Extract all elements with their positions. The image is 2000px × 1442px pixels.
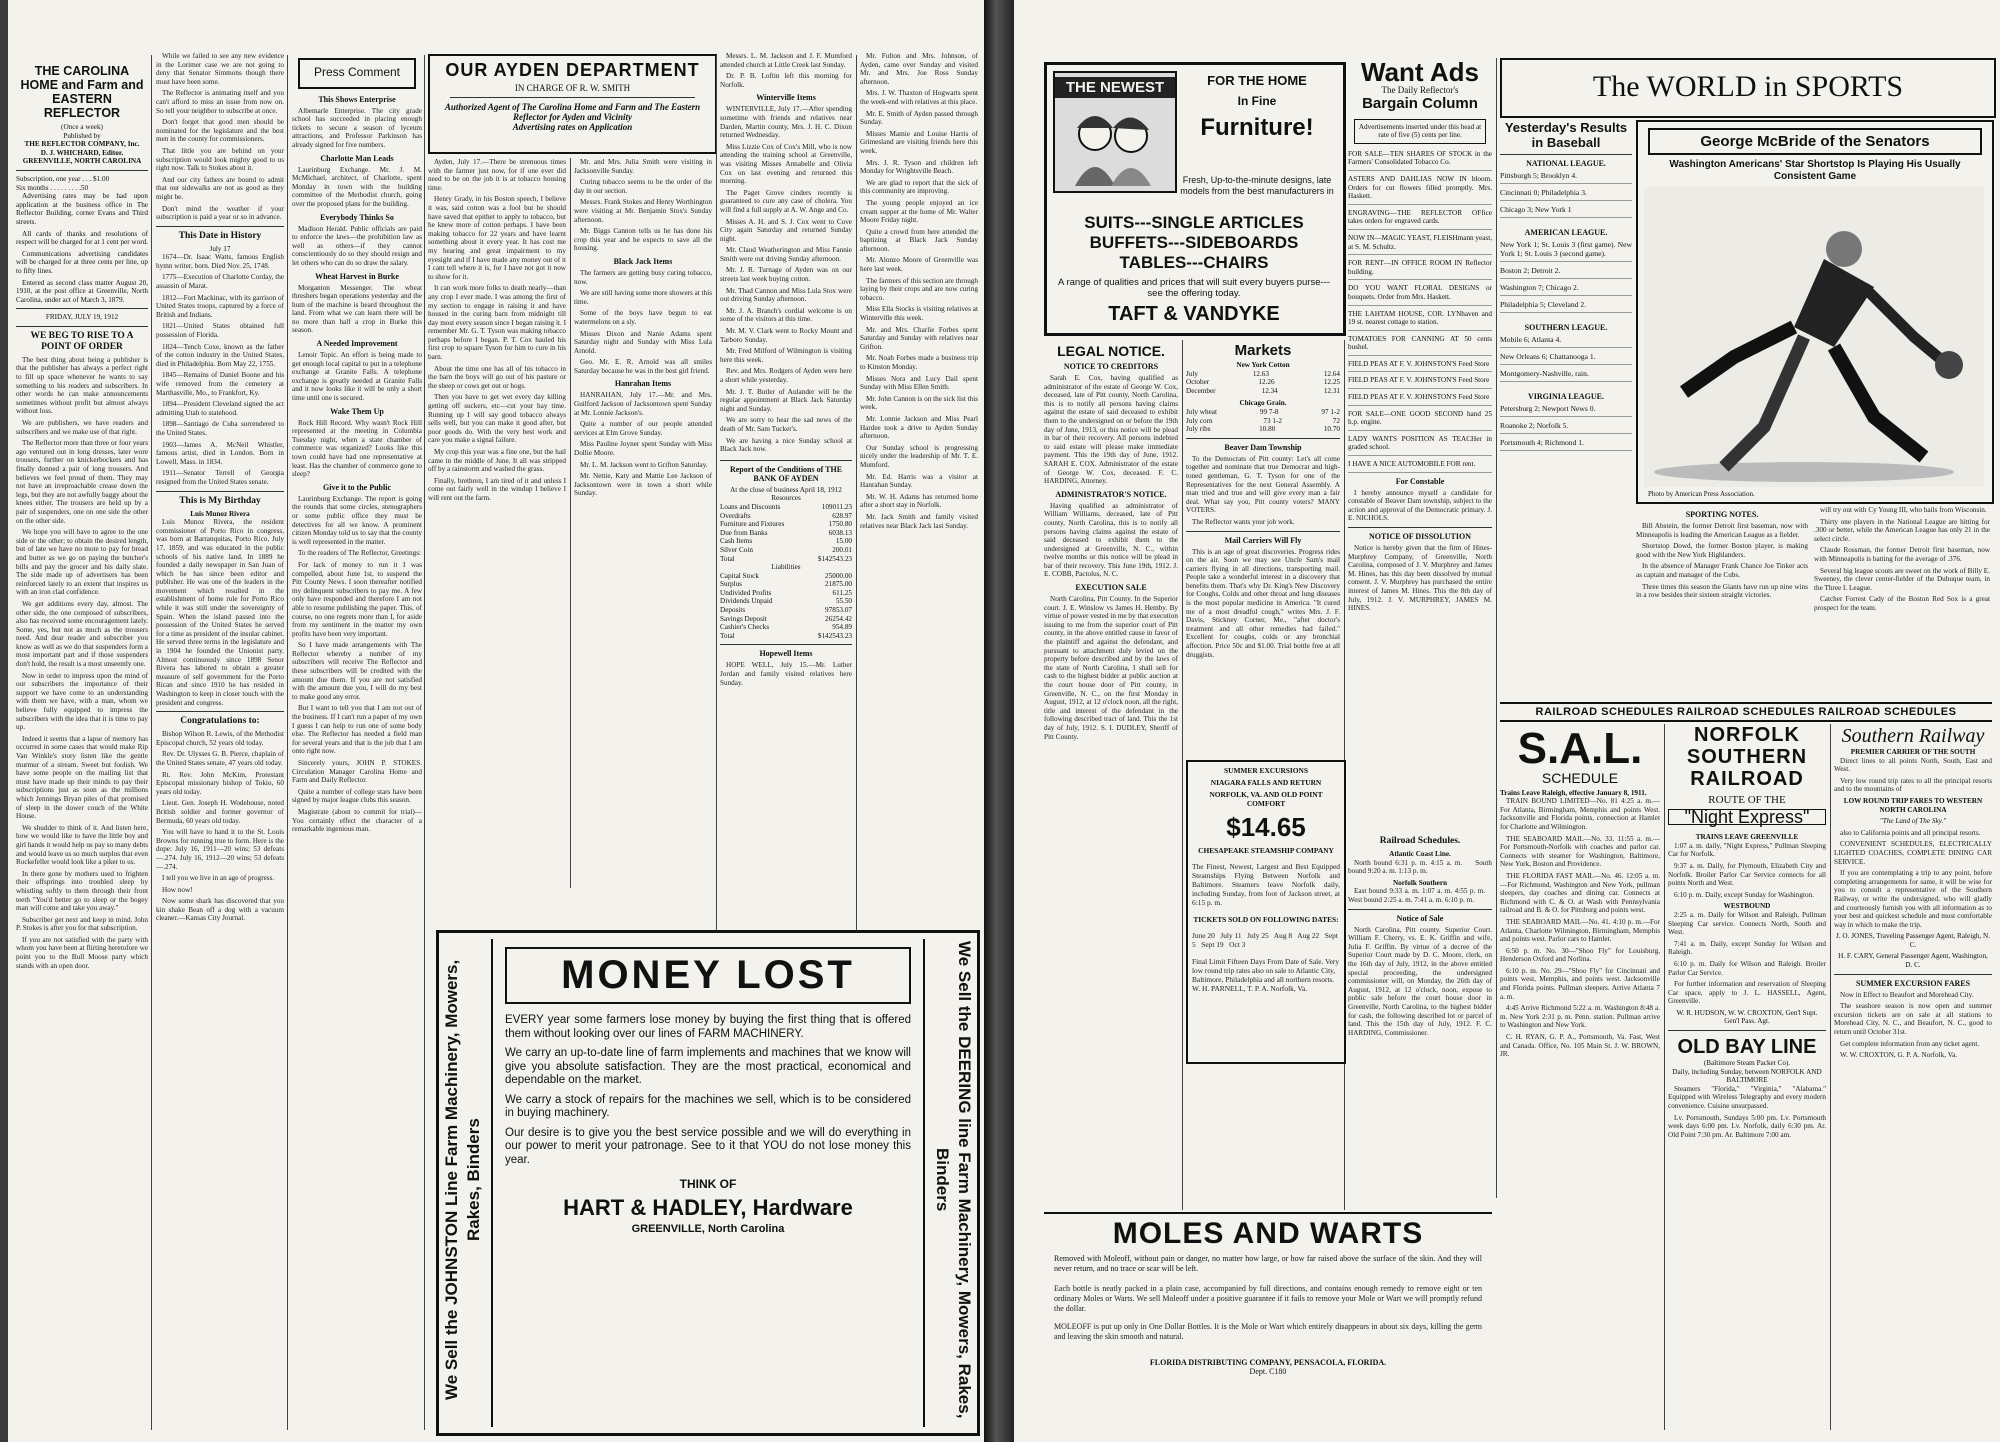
bank-liability-row-label: Total bbox=[720, 631, 735, 640]
american-result: Philadelphia 5; Cleveland 2. bbox=[1500, 300, 1632, 313]
bank-liability-row-value: 26254.42 bbox=[825, 614, 852, 623]
national-league-head: NATIONAL LEAGUE. bbox=[1526, 159, 1606, 168]
southern-result: New Orleans 6; Chattanooga 1. bbox=[1500, 352, 1632, 365]
constable-head: For Constable bbox=[1395, 476, 1445, 486]
excursion-route: NIAGARA FALLS AND RETURN bbox=[1210, 778, 1322, 787]
want-ad-item: TOMATOES FOR CANNING AT 50 cents bushel. bbox=[1348, 335, 1492, 356]
photo-credit: Photo by American Press Association. bbox=[1648, 490, 1755, 498]
national-results bbox=[1500, 171, 1632, 218]
money-lost-body-2: We carry an up-to-date line of farm implements and machines that we know will give you absolute satisfaction. They are the most practical, economical and dependable on the market. bbox=[505, 1047, 911, 1086]
press-item-3: Wheat Harvest in Burke bbox=[315, 271, 399, 281]
legal-head: LEGAL NOTICE. bbox=[1057, 343, 1165, 359]
bank-resource-row-label: Overdrafts bbox=[720, 511, 751, 520]
grain-row-b: 10.70 bbox=[1323, 425, 1340, 434]
sporting-notes-head: SPORTING NOTES. bbox=[1685, 510, 1759, 519]
money-lost-ad bbox=[436, 930, 980, 1436]
cotton-row bbox=[1186, 387, 1340, 396]
hanrahan-head: Hanrahan Items bbox=[614, 379, 672, 389]
sal-intro: Trains Leave Raleigh, effective January 8, 1911. bbox=[1500, 788, 1647, 797]
right-page bbox=[1014, 0, 2000, 1442]
bank-date: At the close of business April 18, 1912 bbox=[730, 485, 842, 494]
press-body-2: Madison Herald. Public officials are paid to enforce the laws—the prohibition law as well as others—if they cannot conscientiously do so they should resign and let others who can do so draw the salary. bbox=[292, 224, 422, 267]
money-lost-body-3: We carry a stock of repairs for the machines we sell, which is to be considered in buying machinery. bbox=[505, 1093, 911, 1119]
cotton-row bbox=[1186, 370, 1340, 379]
bank-resource-row-label: Cash Items bbox=[720, 537, 753, 546]
want-ad-item: THE LAHTAM HOUSE, COR. LYNhaven and 19 st. nearest cottage to station. bbox=[1348, 310, 1492, 331]
bank-resource-row-value: 200.01 bbox=[832, 545, 852, 554]
grain-head: Chicago Grain. bbox=[1239, 399, 1287, 408]
children-illustration-icon bbox=[1055, 98, 1171, 186]
bank-resource-row-value: $142543.23 bbox=[817, 554, 852, 563]
railroad-banner bbox=[1500, 702, 1992, 722]
markets-head: Markets bbox=[1234, 342, 1292, 359]
cotton-row-b: 12.64 bbox=[1323, 369, 1340, 378]
virginia-result: Roanoke 2; Norfolk 5. bbox=[1500, 421, 1632, 434]
bank-resource-row bbox=[720, 555, 852, 564]
masthead-six-months: Six months . . . . . . . . .50 bbox=[16, 183, 89, 192]
beaver-dam-head: Beaver Dam Township bbox=[1224, 442, 1302, 452]
bank-head: Report of the Conditions of THE BANK OF AYDEN bbox=[729, 464, 843, 483]
birthday-name: Luis Munoz Rivera bbox=[190, 509, 250, 518]
cotton-row-a: 12.26 bbox=[1258, 378, 1275, 387]
sports-notes-column: SPORTING NOTES. Bill Abstein, the former Detroit first baseman, now with Minneapolis is leading the American League as a fielder. Shortstop Dowd, the former Boston player, is making good with the New York Highlanders. In the absence of Manager Frank Chance Joe Tinker acts as captain and manager of the Cubs. Three times this season the Giants have run up nine wins in a row besides their sixteen straight victories. bbox=[1636, 510, 1808, 600]
press-item-4: A Needed Improvement bbox=[316, 339, 398, 349]
bank-liability-row-value: $142543.23 bbox=[817, 631, 852, 640]
railroad-schedules-column: Railroad Schedules. Atlantic Coast Line. North bound 6:31 p. m. 4:15 a. m. South bound 9:20 a. m. 1:13 p. m. Norfolk Southern East bound 9:33 a. m. 1:07 a. m. 4:55 p. m. West bound 2:25 a. m. 7:41 a. m. 6:10 p. m. Notice of Sale North Carolina, Pitt county. Superior Court. William F. Cherry, vs. E. K. Griffin and wife, Julia F. Griffin. By virtue of a decree of the Superior Court made by D. C. Moore, clerk, on the 16th day of July, 1912, in the above entitled special proceeding, the undersigned commissioner will, on Monday, the 26th day of August, 1912, at 12 o'clock, noon, expose to public sale before the court house door in Greenville, North Carolina, to the highest bidder for cash, the following described lot or parcel of land. This the 15th day of July, 1912. F. C. HARDING, Commissioner. bbox=[1348, 836, 1492, 1037]
birthday-body: Luis Munoz Rivera, the resident commissioner of Porto Rico in congress, was born at Barranquitas, Porto Rico, July 17, 1859, and was educated in the public schools of his native land. In 1889 he founded a daily newspaper in San Juan of which he has since been editor and publisher. He was one of the leaders in the movement which resulted in the establishment of home rule for Porto Rico while it was still under the sovereignty of Spain. When the island passed into the possession of the United States he served for a time as president of the insular cabinet. He served three terms in the legislature and in 1904 he founded the Unionist party. Almost continuously since 1898 Senor Rivera has labored to obtain a greater measure of self government for the Porto Rican and since 1910 he has resided in Washington to keep in closer touch with the president and congress. bbox=[156, 518, 284, 707]
press-body-5: Rock Hill Record. Why wasn't Rock Hill represented at the meeting in Columbia Tuesday night, when a state chamber of commerce was organized? Looks like this town could have had one representative at least. Has the chamber of commerce gone to sleep? bbox=[292, 418, 422, 479]
bank-liability-row-value: 55.50 bbox=[835, 597, 852, 606]
grain-row-a: 73 1-2 bbox=[1263, 416, 1282, 425]
bank-liability-row bbox=[720, 623, 852, 632]
bank-liability-row-value: 97853.07 bbox=[825, 606, 852, 615]
bank-resource-row bbox=[720, 537, 852, 546]
winterville-head: Winterville Items bbox=[756, 93, 816, 103]
norfolk-express: "Night Express" bbox=[1668, 809, 1826, 826]
cotton-row-label: July bbox=[1186, 369, 1198, 378]
markets-column: Markets New York Cotton July 12.63 12.64 October 12.26 12.25 December 12.34 12.31 Chicago Grain. July wheat 99 7-8 97 1-2 July corn 73 1-2 72 July ribs 10.80 10.70 Beaver Dam Township To the Democrats of Pitt county: Let's all come together and nominate that true Democrat and high-toned gentleman, G. T. Tyson for one of the Representatives for the next General Assembly. A man tried and true and will give every man a fair deal. What say you, Pitt county voters? MANY VOTERS. The Reflector wants your job work. Mail Carriers Will Fly This is an age of great discoveries. Progress rides on the air. Soon we may see Uncle Sam's mail carriers flying in all directions, transporting mail. People take a wonderful interest in a discovery that benefits them. That's why Dr. King's New Discovery for Coughs, Colds and other throat and lung diseases is the most popular medicine in America. "It cured me of a most dreadful cough," writes Mrs. J. F. Davis, Stickney Corner, Me., "after doctor's treatment and all other remedies had failed." Excellent for coughs, colds or any bronchial affection. Price 50c and $1.00. Trial bottle free at all druggists. bbox=[1186, 342, 1340, 659]
bank-liability-row-label: Savings Deposit bbox=[720, 614, 767, 623]
cotton-row bbox=[1186, 378, 1340, 387]
southern-land: "The Land of The Sky." bbox=[1879, 817, 1947, 826]
norfolk-leave: TRAINS LEAVE GREENVILLE bbox=[1695, 833, 1799, 842]
bank-resource-row-value: 6038.13 bbox=[828, 528, 852, 537]
sports-results-column bbox=[1500, 120, 1632, 680]
american-result: Washington 7; Chicago 2. bbox=[1500, 283, 1632, 296]
southern-result: Mobile 6; Atlanta 4. bbox=[1500, 335, 1632, 348]
masthead-communications: Communications advertising candidates will be charged for at three cents per line, up to fifty lines. bbox=[16, 249, 148, 275]
want-ads-head: Want Ads bbox=[1361, 58, 1479, 87]
want-ad-item: FIELD PEAS AT F. V. JOHNSTON'S Feed Store bbox=[1348, 376, 1492, 389]
bank-liability-row bbox=[720, 615, 852, 624]
grain-row-a: 10.80 bbox=[1259, 425, 1276, 434]
column-7: Mr. Fulton and Mrs. Johnson, of Ayden, came over Sunday and visited Mr. and Mrs. Joe Ross Sunday afternoon. Mrs. J. W. Thaxton of Hogwarts spent the week-end with relatives at this place. Mr. E. Smith of Ayden passed through Sunday. Misses Mamie and Louise Harris of Grimesland are visiting friends here this week. Mrs. J. R. Tyson and children left Monday for Wrightsville Beach. We are glad to report that the sick of this community are improving. The young people enjoyed an ice cream supper at the home of Mr. Walter Moore Friday night. Quite a crowd from here attended the baptizing at Black Jack Sunday afternoon. Mr. Alonzo Moore of Greenville was here last week. The farmers of this section are through laying by their crops and are now curing tobacco. Miss Ella Stocks is visiting relatives at Winterville this week. Mr. and Mrs. Charlie Forbes spent Saturday and Sunday with relatives near Grifton. Mr. Noah Forbes made a business trip to Kinston Monday. Misses Nora and Lucy Dail spent Sunday with Miss Ellen Smith. Mr. John Cannon is on the sick list this week. Mr. Lonnie Jackson and Miss Pearl Hardee took a drive to Ayden Sunday afternoon. Our Sunday school is progressing nicely under the leadership of Mr. T. E. Mumford. Mr. Ed. Harris was a visitor at Hanrahan Sunday. Mr. W. H. Adams has returned home after a short stay in Norfolk. Mr. Jack Smith and family visited relatives near Black Jack last Sunday. bbox=[860, 52, 978, 530]
press-comment-column bbox=[292, 52, 422, 1432]
money-lost-head: MONEY LOST bbox=[505, 947, 911, 1004]
bank-resources-table bbox=[720, 503, 852, 563]
page-gutter bbox=[984, 0, 1014, 1442]
grain-row-b: 97 1-2 bbox=[1321, 407, 1340, 416]
bank-resource-row-label: Furniture and Fixtures bbox=[720, 520, 785, 529]
bank-resource-row-label: Due from Banks bbox=[720, 528, 768, 537]
money-lost-think: THINK OF bbox=[679, 1177, 737, 1191]
money-lost-side-right: We Sell the DEERING line Farm Machinery, Mowers, Rakes, Binders bbox=[933, 941, 974, 1419]
excursion-ad: SUMMER EXCURSIONS NIAGARA FALLS AND RETURN NORFOLK, VA. AND OLD POINT COMFORT $14.65 CHESAPEAKE STEAMSHIP COMPANY The Finest, Newest, Largest and Best Equipped Steamships Flying Between Norfolk and Baltimore. Steamers leave Norfolk daily, including Sunday, from foot of Jackson street, at 6:15 p. m. TICKETS SOLD ON FOLLOWING DATES: June 20 July 11 July 25 Aug 8 Aug 22 Sept 5 Sept 19 Oct 3 Final Limit Fifteen Days From Date of Sale. Very low round trip rates also on sale to Atlantic City, Baltimore, Philadelphia and all northern resorts. W. H. PARNELL, T. P. A. Norfolk, Va. bbox=[1186, 760, 1346, 1064]
cotton-row-label: December bbox=[1186, 386, 1216, 395]
money-lost-body-1: EVERY year some farmers lose money by buying the first thing that is offered them without looking over our lines of FARM MACHINERY. bbox=[505, 1014, 911, 1040]
southern-league-head: SOUTHERN LEAGUE. bbox=[1524, 323, 1608, 332]
furniture-illustration bbox=[1053, 71, 1177, 193]
want-ad-item: FOR SALE—ONE GOOD SECOND hand 25 h.p. engine. bbox=[1348, 410, 1492, 431]
mail-carriers-head: Mail Carriers Will Fly bbox=[1224, 535, 1302, 545]
bank-liability-row bbox=[720, 632, 852, 641]
cotton-head: New York Cotton bbox=[1236, 361, 1290, 369]
bank-resource-row-label: Silver Coin bbox=[720, 545, 753, 554]
press-comment-head: Press Comment bbox=[313, 65, 401, 79]
bank-resource-row bbox=[720, 520, 852, 529]
american-league-head: AMERICAN LEAGUE. bbox=[1524, 228, 1608, 237]
legal-item-2: EXECUTION SALE bbox=[1075, 583, 1147, 593]
american-results bbox=[1500, 240, 1632, 313]
furniture-tables: TABLES---CHAIRS bbox=[1119, 253, 1269, 272]
old-bay-body: Daily, including Sunday, between NORFOLK AND BALTIMORE bbox=[1672, 1067, 1822, 1085]
mcbride-feature bbox=[1636, 120, 1994, 504]
masthead-location: GREENVILLE, NORTH CAROLINA bbox=[22, 157, 142, 166]
want-ad-item: ASTERS AND DAHLIAS NOW IN bloom. Orders for cut flowers filled promptly. Mrs. Haskett. bbox=[1348, 175, 1492, 205]
masthead-publisher: THE REFLECTOR COMPANY, Inc. bbox=[24, 140, 140, 149]
press-body-0: Albemarle Enterprise. The city grade school has succeeded in placing enough tickets to secure a season of lyceum attractions, and Professor Parkinson has already signed for five numbers. bbox=[292, 106, 422, 149]
congratulations-body: Bishop Wilson R. Lewis, of the Methodist Episcopal church, 52 years old today. Rev. Dr. Ulysses G. B. Pierce, chaplain of the United States senate, 47 years old today. Rt. Rev. John McKim, Protestant Episcopal missionary bishop of Tokio, 60 years old today. Lieut. Gen. Joseph H. Wodehouse, noted British soldier and former governor of Bermuda, 60 years old today. You will have to hand it to the St. Louis Browns for running true to form. Here is the dope: July 16, 1911—20 wins; 53 defeats—.274. July 16, 1912—20 wins; 53 defeats—.274. I tell you we live in an age of progress. How now! Now some shark has discovered that you kin shake Bean off a dog with a vacuum cleaner.—Kansas City Journal. bbox=[156, 730, 284, 923]
bank-liability-row-value: 954.89 bbox=[832, 623, 852, 632]
want-ad-item: NOW IN—MAGIC YEAST, FLEISHmann yeast, at S. M. Schultz. bbox=[1348, 234, 1492, 255]
notice-of-sale-head: Notice of Sale bbox=[1396, 913, 1444, 923]
furniture-suits: SUITS---SINGLE ARTICLES bbox=[1084, 213, 1304, 232]
grain-row bbox=[1186, 408, 1340, 417]
norfolk-westbound: WESTBOUND bbox=[1723, 902, 1771, 911]
masthead-column bbox=[16, 60, 148, 1430]
press-item-2: Everybody Thinks So bbox=[320, 212, 394, 222]
bank-liability-row-label: Dividends Unpaid bbox=[720, 597, 773, 606]
bank-resources-label: Resources bbox=[771, 494, 801, 503]
black-jack-head: Black Jack Items bbox=[613, 256, 673, 266]
want-ads-column: Want Ads The Daily Reflector's Bargain Column Advertisements inserted under this head at rate of five (5) cents per line. FOR SALE—TEN SHARES OF STOCK in the Farmers' Consolidated Tobacco Co. ASTERS AND DAHLIAS NOW IN bloom. Orders for cut flowers filled promptly. Mrs. Haskett. ENGRAVING—THE REFLECTOR OFfice takes orders for engraved cards. NOW IN—MAGIC YEAST, FLEISHmann yeast, at S. M. Schultz. FOR RENT—IN OFFICE ROOM IN Reflector building. DO YOU WANT FLORAL DESIGNS or bouquets. Order from Mrs. Haskett. THE LAHTAM HOUSE, COR. LYNhaven and 19 st. nearest cottage to station. TOMATOES FOR CANNING AT 50 cents bushel. FIELD PEAS AT F. V. JOHNSTON'S Feed Store FIELD PEAS AT F. V. JOHNSTON'S Feed Store FIELD PEAS AT F. V. JOHNSTON'S Feed Store FOR SALE—ONE GOOD SECOND hand 25 h.p. engine. LADY WANTS POSITION AS TEACHer in graded school. I HAVE A NICE AUTOMOBILE FOR rent. For Constable I hereby announce myself a candidate for constable of Beaver Dam township, subject to the action and approval of the Democratic primary. J. E. NICHOLS. NOTICE OF DISSOLUTION Notice is hereby given that the firm of Hines-Murphrey Company, of Greenville, North Carolina, composed of J. V. Murphrey and James M. Hines, has this day been dissolved by mutual consent. J. V. Murphrey has purchased the entire interest of James M. Hines. This the 8th day of July, 1912. J. V. MURPHREY, JAMES M. HINES. bbox=[1348, 58, 1492, 613]
masthead-subscription: Subscription, one year . . . $1.00 bbox=[16, 174, 110, 183]
southern-railway-head: Southern Railway bbox=[1841, 725, 1985, 747]
bank-resource-row bbox=[720, 546, 852, 555]
grain-row-a: 99 7-8 bbox=[1259, 407, 1279, 416]
press-body-3: Morganton Messenger. The wheat threshers began operations yesterday and the hum of the machine is heard throughout the land. From what we can learn there will be no more than half a crop in Burke this season. bbox=[292, 283, 422, 335]
want-ad-item: FIELD PEAS AT F. V. JOHNSTON'S Feed Store bbox=[1348, 393, 1492, 406]
want-ad-item: ENGRAVING—THE REFLECTOR OFfice takes orders for engraved cards. bbox=[1348, 209, 1492, 230]
baseball-player-photo bbox=[1644, 187, 1984, 487]
sal-column: S.A.L. SCHEDULE Trains Leave Raleigh, effective January 8, 1911. TRAIN BOUND LIMITED—No. 81 4:25 a. m.—For Atlanta, Birmingham, Memphis and points West. Jacksonville and Florida points, connection at Hamlet for Charlotte and Wilmington. THE SEABOARD MAIL—No. 33. 11:55 a. m.—For Portsmouth-Norfolk with coaches and parlor car. Connects with steamer for Washington, Baltimore, New York, Boston and Providence. THE FLORIDA FAST MAIL—No. 46. 12:05 a. m.—For Richmond, Washington and New York, pullman sleepers, day coaches and dining car. Connects at Richmond with C. & O. at Wash with Pennsylvania railroad and B. & O. for Pittsburg and points west. THE SEABOARD MAIL—No. 41. 4:10 p. m.—For Atlanta, Charlotte Wilmington, Birmingham, Memphis and points west. Parlor cars to Hamlet. 6:50 p. m. No. 30—"Shoo Fly" for Louisburg, Henderson Oxford and Norlina. 6:10 p. m. No. 29—"Shoo Fly" for Cincinnati and points west, Memphis, and points west. Jacksonville and Florida points. Pullman sleepers. Arrive Atlanta 7 a. m. 4:45 Arrive Richmond 5:22 a. m. Washington 8:48 a. m. New York 2:31 p. m. Penn. station. Pullman arrive to Washington and New York. C. H. RYAN, G. P. A., Portsmouth, Va. Fast, West and Canada. Office, No. 105 Main St. J. W. BROWN, JR. bbox=[1500, 724, 1660, 1059]
bank-liability-row bbox=[720, 580, 852, 589]
press-item-1: Charlotte Man Leads bbox=[320, 153, 394, 163]
want-ad-item: FIELD PEAS AT F. V. JOHNSTON'S Feed Store bbox=[1348, 360, 1492, 373]
bank-liability-row-value: 25000.00 bbox=[825, 571, 852, 580]
american-result: New York 1; St. Louis 3 (first game). New York 1; St. Louis 3 (second game). bbox=[1500, 240, 1632, 262]
this-date-body: 1674—Dr. Isaac Watts, famous English hymn writer, born. Died Nov. 25, 1748. 1775—Execution of Charlotte Corday, the assassin of Marat. 1812—Fort Mackinac, with its garrison of United States troops, captured by a force of British and Indians. 1821—United States obtained full possession of Florida. 1824—Tench Coxe, known as the father of the cotton industry in the United States, died in Philadelphia. Born May 22, 1755. 1845—Remains of Daniel Boone and his wife removed from the cemetery at Marthasville, Mo., to Frankfort, Ky. 1894—President Cleveland signed the act admitting Utah to statehood. 1898—Santiago de Cuba surrendered to the United States. 1903—James A. McNeil Whistler, famous artist, died in London. Born in Lowell, Mass. in 1834. 1911—Senator Terrell of Georgia resigned from the United States senate. bbox=[156, 253, 284, 486]
this-date-head: This Date in History bbox=[178, 230, 262, 241]
press-item-6: Give it to the Public bbox=[323, 482, 391, 492]
furniture-for-home: FOR THE HOME bbox=[1207, 73, 1307, 88]
furniture-in-fine: In Fine bbox=[1237, 94, 1277, 108]
want-ad-list bbox=[1348, 150, 1492, 473]
bank-resource-row-value: 1750.80 bbox=[828, 520, 852, 529]
furniture-fresh: Fresh, Up-to-the-minute designs, late models from the best manufacturers in bbox=[1180, 175, 1334, 196]
want-ad-item: DO YOU WANT FLORAL DESIGNS or bouquets. Order from Mrs. Haskett. bbox=[1348, 284, 1492, 305]
press-item-5: Wake Them Up bbox=[330, 406, 384, 416]
press-body-1: Laurinburg Exchange. Mr. J. M. McMichael, architect, of Charlotte, spent Monday in town with the building committee of the Methodist church, going over the proposed plans for the building. bbox=[292, 165, 422, 208]
furniture-firm: TAFT & VANDYKE bbox=[1108, 303, 1280, 325]
left-page bbox=[8, 0, 984, 1442]
ayden-column-1: Ayden, July 17.—There be strenuous times with the farmer just now, for if one ever did need to be on the job it is at tobacco housing time. Henry Grady, in his Boston speech, I believe it was, said cotton was a fool but he should have saved that epithet to apply to tobacco, but he knew more of cotton perhaps. I have been making tobacco for 22 years and have learnt something about it every year. It has cost me my hearing and great impairment to my eyesight and if I have made any money out of it I cant tell where it is, for I have not got it now to show for it. It can work more folks to death nearly—than any crop I ever made. I was among the first of my section to engage in raising it and have housed in the curing barn from midnight till day most every season since I began raising it. I remember Mr. G. T. Tyson was making tobacco perhaps before I began. P. T. Cox hauled his first crop to square Tyson for him to cure in his barn. About the time one has all of his tobacco in the barn the boys will go out of his pasture or the sheep or cows get out or hogs. Then you have to get wet every day killing getting off suckers, etc—cut your hay time. Running up I will say good tobacco always sells well, but you can make it good after, but poor goods do. With the very best work and care you make a signal failure. My crop this year was a fine one, but the hail came in the middle of June. It all was stripped off by a rainstorm and washed the grass. Finally, brethren, I am tired of it and unless I come out fairly well in the windup I believe I will rent out the farm. bbox=[428, 158, 566, 502]
feature-head: George McBride of the Senators bbox=[1648, 128, 1982, 155]
railroad-schedules-head: Railroad Schedules. bbox=[1379, 836, 1461, 846]
ayden-sub: IN CHARGE OF R. W. SMITH bbox=[514, 83, 631, 93]
railroad-banner-text: RAILROAD SCHEDULES RAILROAD SCHEDULES RAILROAD SCHEDULES bbox=[1535, 706, 1957, 718]
bank-liability-row-label: Surplus bbox=[720, 580, 742, 589]
excursion-price: $14.65 bbox=[1226, 812, 1306, 842]
sports-head: The WORLD in SPORTS bbox=[1592, 70, 1904, 103]
bank-resource-row-value: 15.00 bbox=[835, 537, 852, 546]
cotton-row-a: 12.63 bbox=[1252, 369, 1269, 378]
bank-liability-row bbox=[720, 589, 852, 598]
southern-results bbox=[1500, 335, 1632, 382]
dissolution-head: NOTICE OF DISSOLUTION bbox=[1369, 532, 1471, 541]
southern-agent-1: J. O. JONES, Traveling Passenger Agent, Raleigh, N. C. bbox=[1836, 932, 1990, 949]
furniture-newest: THE NEWEST bbox=[1055, 77, 1175, 98]
masthead-frequency: (Once a week) bbox=[61, 123, 103, 131]
virginia-league-head: VIRGINIA LEAGUE. bbox=[1527, 392, 1604, 401]
masthead-title: THE CAROLINA HOME and Farm and EASTERN REFLECTOR bbox=[20, 64, 144, 120]
bank-resource-row bbox=[720, 503, 852, 512]
cotton-row-b: 12.31 bbox=[1323, 386, 1340, 395]
masthead-advertising: Advertising rates may be had upon application at the business office in The Reflector Building, corner Evans and Third streets. bbox=[16, 192, 148, 226]
excursion-fares-head: SUMMER EXCURSION FARES bbox=[1855, 978, 1971, 988]
press-body-4: Lenoir Topic. An effort is being made to get enough local capital to put in a telephone exchange at Granite Falls. A telephone exchange is greatly needed at Granite Falls and it now looks like it will be only a short time until one is secured. bbox=[292, 351, 422, 403]
want-ads-sub2: Bargain Column bbox=[1362, 94, 1478, 112]
norfolk-agents: W. R. HUDSON, W. W. CROXTON, Gen'l Supt. Gen'l Pass. Agt. bbox=[1676, 1008, 1818, 1026]
moles-body: Removed with Moleoff, without pain or danger, no matter how large, or how far raised above the surface of the skin. And they will never return, and no trace or scar will be left. bbox=[1054, 1254, 1482, 1273]
hopewell-head: Hopewell Items bbox=[759, 649, 813, 659]
bank-liability-row-label: Capital Stock bbox=[720, 571, 759, 580]
cotton-row-a: 12.34 bbox=[1261, 386, 1278, 395]
ayden-rates: Advertising rates on Application bbox=[512, 122, 633, 132]
norfolk-southern-head: NORFOLK SOUTHERN RAILROAD bbox=[1686, 724, 1808, 790]
cotton-table bbox=[1186, 370, 1340, 396]
money-lost-firm: HART & HADLEY, Hardware bbox=[563, 1195, 853, 1220]
grain-row-label: July ribs bbox=[1186, 425, 1211, 434]
grain-row-label: July corn bbox=[1186, 416, 1213, 425]
bank-resource-row bbox=[720, 512, 852, 521]
money-lost-town: GREENVILLE, North Carolina bbox=[631, 1223, 785, 1235]
sal-head: S.A.L. bbox=[1517, 724, 1643, 773]
sports-notes-column-2: will try out with Cy Young III, who hails from Wisconsin. Thirty one players in the National League are hitting for .300 or better, while the American League has only 21 in the select circle. Claude Rossman, the former Detroit first baseman, now with Minneapolis is batting for the average of .376. Several big league scouts are sweet on the work of Billy E. Sweeney, the clever center-fielder of the Dubuque team, in the Three I. League. Catcher Forrest Cady of the Boston Red Sox is a great prospect for the team. bbox=[1814, 506, 1990, 612]
railroad-line-2: Norfolk Southern bbox=[1392, 878, 1448, 887]
this-date-date: July 17 bbox=[209, 244, 231, 253]
legal-column: LEGAL NOTICE. NOTICE TO CREDITORS Sarah E. Cox, having qualified as administrator of the estate of George W. Cox, deceased, late of Pitt county, North Carolina, this is to notify all persons having claims against the estate of said deceased to exhibit them to the undersigned on or before the 19th day of June, 1913, or this notice will be plead in bar of their recovery. All persons indebted to said estate will please make immediate payment. This the 19th day of June, 1912. SARAH E. COX. Administrator of the estate of George W. Cox, deceased. F. C. HARDING, Attorney. ADMINISTRATOR'S NOTICE. Having qualified as administrator of William Williams, deceased, late of Pitt county, North Carolina, this is to notify all persons having claims against the estate of said deceased to exhibit them to the undersigned at Greenville, N. C., within twelve months or this notice will be plead in bar of their recovery. This June 19th, 1912. J. E. COBB, Pactolus, N. C. EXECUTION SALE North Carolina, Pitt County. In the Superior court. J. E. Winslow vs James H. Hemby. By virtue of power vested in me by that execution issuing to me from the superior court of Pitt county, in the above entitled cause in favor of the plaintiff and against the defendant, and pursuant to attachment duly levied on the property before described and by the laws of the state of North Carolina, I shall sell for cash to the highest bidder at public auction at the court house door of Pitt county, in Greenville, N. C., on the first Monday in August, 1912, at 12 o'clock noon, all the right, title and interest of the defendant in the following described tract of land. This the 1st day of July, 1912. S. I. DUDLEY, Sheriff of Pitt County. bbox=[1044, 343, 1178, 741]
furniture-range: A range of qualities and prices that will suit every buyers purse---see the offering today. bbox=[1058, 277, 1330, 299]
want-ads-rates: Advertisements inserted under this head at rate of five (5) cents per line. bbox=[1354, 119, 1486, 144]
american-result: Boston 2; Detroit 2. bbox=[1500, 266, 1632, 279]
bank-liability-row-label: Undivided Profits bbox=[720, 588, 772, 597]
bank-resource-row-value: 109011.23 bbox=[821, 502, 852, 511]
southern-agent-2: H. F. CARY, General Passenger Agent, Washington, D. C. bbox=[1838, 952, 1988, 970]
virginia-result: Petersburg 2; Newport News 0. bbox=[1500, 404, 1632, 417]
bank-liabilities-table bbox=[720, 572, 852, 641]
ayden-head: OUR AYDEN DEPARTMENT bbox=[445, 60, 700, 80]
column-2 bbox=[156, 52, 284, 1432]
column-2-top: While we failed to see any new evidence in the Lorimer case we are not going to deny that Senator Simmons though there must have been some. The Reflector is animating itself and you can't afford to miss an issue from now on. So tell your neighbor to subscribe at once. Don't forget that good men should be nominated for the legislature and the best men in the county for commissioners. That little you are behind on your subscription would look mighty good to us right now. Talk to Stokes about it. And our city fathers are bound to admit that our sidewalks are not as good as they might be. Don't mind the weather if your subscription is paid a year or so in advance. bbox=[156, 52, 284, 222]
want-ad-item: FOR RENT—IN OFFICE ROOM IN Reflector building. bbox=[1348, 259, 1492, 280]
railroad-line-1: Atlantic Coast Line. bbox=[1389, 850, 1451, 858]
grain-row bbox=[1186, 425, 1340, 434]
moles-firm: FLORIDA DISTRIBUTING COMPANY, PENSACOLA, FLORIDA. bbox=[1149, 1358, 1387, 1367]
southern-railway-column: Southern Railway PREMIER CARRIER OF THE SOUTH Direct lines to all points North, South, East and West. Very low round trip rates to all the principal resorts and to the mountains of LOW ROUND TRIP FARES TO WESTERN NORTH CAROLINA "The Land of The Sky." also to California points and all principal resorts. CONVENIENT SCHEDULES, ELECTRICALLY LIGHTED COACHES, COMPLETE DINING CAR SERVICE. If you are contemplating a trip to any point, before completing arrangements for same, it will be wise for you to consult a representative of the Southern Railway, or write the undersigned, who will gladly and courteously furnish you with all information as to your best and quickest schedule and most comfortable way in which to make the trip. J. O. JONES, Traveling Passenger Agent, Raleigh, N. C. H. F. CARY, General Passenger Agent, Washington, D. C. SUMMER EXCURSION FARES Now in Effect to Beaufort and Morehead City. The seashore season is now open and summer excursion tickets are on sale at all stations to Morehead City, N. C., and Beaufort, N. C., good to return until October 31st. Get complete information from any ticket agent. W. W. CROXTON, G. P. A. Norfolk, Va. bbox=[1834, 725, 1992, 1060]
southern-result: Montgomery-Nashville, rain. bbox=[1500, 369, 1632, 382]
sports-header bbox=[1500, 58, 1996, 118]
congratulations-head: Congratulations to: bbox=[180, 716, 260, 727]
grain-table bbox=[1186, 408, 1340, 434]
bank-resource-row-label: Total bbox=[720, 554, 735, 563]
bank-resource-row-value: 628.97 bbox=[832, 511, 852, 520]
cotton-row-label: October bbox=[1186, 378, 1210, 387]
legal-item-0: NOTICE TO CREDITORS bbox=[1063, 362, 1159, 371]
want-ad-item: I HAVE A NICE AUTOMOBILE FOR rent. bbox=[1348, 460, 1492, 473]
excursion-company: CHESAPEAKE STEAMSHIP COMPANY bbox=[1198, 846, 1334, 855]
money-lost-body-4: Our desire is to give you the best service possible and we will do everything in our power to merit your patronage. See to it that YOU do not lose money this year. bbox=[505, 1126, 911, 1166]
furniture-buffets: BUFFETS---SIDEBOARDS bbox=[1089, 233, 1299, 252]
masthead-editor: D. J. WHICHARD, Editor. bbox=[40, 148, 124, 157]
masthead-cards: All cards of thanks and resolutions of respect will be charged for at 1 cent per word. bbox=[16, 229, 148, 247]
sal-sub: SCHEDULE bbox=[1541, 770, 1619, 786]
ayden-header bbox=[428, 54, 717, 154]
virginia-result: Portsmouth 4; Richmond 1. bbox=[1500, 438, 1632, 451]
masthead-entered: Entered as second class matter August 20, 1910, at the post office at Greenville, North Carolina, under act of March 3, 1879. bbox=[16, 278, 148, 304]
bank-liability-row bbox=[720, 597, 852, 606]
national-result: Chicago 3; New York 1 bbox=[1500, 205, 1632, 218]
legal-item-1: ADMINISTRATOR'S NOTICE. bbox=[1055, 489, 1167, 499]
money-lost-side-left: We Sell the JOHNSTON Line Farm Machinery, Mowers, Rakes, Binders bbox=[442, 959, 483, 1401]
national-result: Cincinnati 0; Philadelphia 3. bbox=[1500, 188, 1632, 201]
sports-yesterday: Yesterday's Results in Baseball bbox=[1504, 120, 1628, 150]
ayden-agent: Authorized Agent of The Carolina Home and Farm and The Eastern Reflector for Ayden and Vicinity bbox=[444, 102, 701, 122]
bank-liability-row-label: Cashier's Checks bbox=[720, 623, 770, 632]
cotton-row-b: 12.25 bbox=[1323, 378, 1340, 387]
grain-row-b: 72 bbox=[1332, 416, 1340, 425]
norfolk-route: ROUTE OF THE bbox=[1708, 794, 1786, 806]
bank-liability-row-value: 611.25 bbox=[832, 588, 852, 597]
moles-dept: Dept. C180 bbox=[1249, 1367, 1287, 1376]
bank-resource-row bbox=[720, 529, 852, 538]
bank-liability-row-label: Deposits bbox=[720, 606, 746, 615]
birthday-head: This is My Birthday bbox=[179, 495, 261, 506]
press-body-6: Laurinburg Exchange. The report is going the rounds that some circles, stenographers or some public office they must be detectives for all we know. A prominent citizen Monday told us to say that the county is well represented in the matter. To the readers of The Reflector, Greetings: For lack of money to run it I was compelled, about June 1st, to suspend the Pitt County News. I soon thereafter notified my delinquent subscribers to pay me. A few only have responded and therefore I am not able to resume publishing the paper. This, of course, no one regrets more than I, for aside from my sentiment in the matter my own profits have been very important. So I have made arrangements with The Reflector whereby a number of my subscribers will receive The Reflector and these subscribers will be credited with the amount due them. If you are not satisfied with the amount due you, I will do my best to make good any error. But I want to tell you that I am not out of the business. If I can't run a paper of my own I guess I can help to run one of some body else. The Reflector has needed a field man for several years and that is the job that I am onto right now. Sincerely yours, JOHN P. STOKES. Circulation Manager Carolina Home and Farm and Daily Reflector. Quite a number of college stars have been signed by major league clubs this season. Magistrate (about to commit for trial)—You certainly effect the character of a remarkable ingenious man. bbox=[292, 494, 422, 834]
norfolk-southern-column: NORFOLK SOUTHERN RAILROAD ROUTE OF THE "Night Express" TRAINS LEAVE GREENVILLE 1:07 a. m. daily, "Night Express," Pullman Sleeping Car for Norfolk. 9:37 a. m. Daily, for Plymouth, Elizabeth City and Norfolk. Broiler Parlor Car Service connects for all points North and West. 6:10 p. m. Daily, except Sunday for Washington. WESTBOUND 2:25 a. m. Daily for Wilson and Raleigh, Pullman Sleeping Car service. Connects North, South and West. 7:41 a. m. Daily, except Sunday for Wilson and Raleigh. 6:10 p. m. Daily for Wilson and Raleigh. Broiler Parlor Car Service. For further information and reservation of Sleeping Car space, apply to J. L. HASSELL, Agent, Greenville. W. R. HUDSON, W. W. CROXTON, Gen'l Supt. Gen'l Pass. Agt. OLD BAY LINE (Baltimore Steam Packet Co). Daily, including Sunday, between NORFOLK AND BALTIMORE Steamers "Florida," "Virginia," "Alabama." Equipped with Wireless Telegraphy and every modern convenience. Cuisine unsurpassed. Lv. Portsmouth, Sundays 5:00 pm. Lv. Portsmouth week days 6:00 pm. Lv. Norfolk, daily 6:30 pm. Ar. Old Point 7:30 pm. Ar. Baltimore 7:00 am. bbox=[1668, 724, 1826, 1139]
press-item-0: This Shows Enterprise bbox=[318, 94, 396, 104]
virginia-results bbox=[1500, 404, 1632, 451]
old-bay-head: OLD BAY LINE bbox=[1677, 1036, 1817, 1059]
grain-row bbox=[1186, 417, 1340, 426]
national-result: Pittsburgh 5; Brooklyn 4. bbox=[1500, 171, 1632, 184]
excursion-dates-head: TICKETS SOLD ON FOLLOWING DATES: bbox=[1193, 914, 1339, 924]
want-ad-item: FOR SALE—TEN SHARES OF STOCK in the Farmers' Consolidated Tobacco Co. bbox=[1348, 150, 1492, 171]
old-bay-sub: (Baltimore Steam Packet Co). bbox=[1703, 1059, 1791, 1068]
southern-railway-sub: PREMIER CARRIER OF THE SOUTH bbox=[1850, 748, 1976, 756]
editorial-body: The best thing about being a publisher is that the publisher has always a perfect right to fill up space whenever he wants to say something to his readers and subscribers. In other words he can make announcements sometimes without profit but almost always without loss. We are publishers, we have readers and subscribers and we make use of that right. The Reflector more than three or four years ago ventured out in long dresses, later wore trousers, further on knickerbockers and has finally donned a pair of long trousers. And believes we feel proud of them. They may not have an irreproachable crease down the legs, but they are not awfully baggy about the knees either. The trousers are held up by a pair of suspenders, one on one side the other on the other side. We hope you will have to agree to the one side or the other; to obtain the desired length, but of late we have no mote to pay for bread and butter as we go on paying the butcher's bills and pay the grocer and his daily slate. The side made up of advertisers has been reinforced lately to an extent that inspires us with an iron clad confidence. We get additions every day, almost. The other side, the one composed of subscribers, also has received some encouragement lately. Some, yes, but not as much as the trousers need. And dear reader and subscriber you know as well as we do that suspenders form a most important part and if those suspenders don't hold, the result is a most unseemly one. Now in order to impress upon the mind of our subscribers the importance of their support we have come to an understanding with them we have, with a man, whom we believe fully equipped to impress the subscribers with the idea that it is time to pay up. Indeed it seems that a lapse of memory has occurred in some cases that would make Rip Van Winkle's story listen like the gentle murmur of a stream. Sweet but foolish. We have some people on the mailing list that must have made up their minds to pay their subscriptions just as soon as the millions which Jennings Bryan piles of that promised of sleep in the dower couch of the White House. We shudder to think of it. And listen here, how we would like to have the little boy and girl hands it would help us pay so many debts and would leave us so much surplus that even Rockefeller would look like a piker to us. In there gone by mothers used to frighten their offsprings into troubled sleep by whistling softly to them through their front teeth "You'd better go to sleep or the bogey man will come and take you away." Subscriber get next and keep in mind. John P. Stokes is after you for that subscription. If you are not satisfied with the party with whom you have been at flirting heretofore we point you to the Bull Moose party which stands with an open door. bbox=[16, 355, 148, 970]
issue-date: FRIDAY, JULY 19, 1912 bbox=[45, 313, 119, 322]
editorial-headline: WE BEG TO RISE TO A POINT OF ORDER bbox=[30, 330, 134, 352]
southern-rates: LOW ROUND TRIP FARES TO WESTERN NORTH CAROLINA bbox=[1843, 796, 1983, 814]
feature-sub: Washington Americans' Star Shortstop Is Playing His Usually Consistent Game bbox=[1669, 159, 1961, 182]
ayden-column-2: Mr. and Mrs. Julia Smith were visiting in Jacksonville Sunday. Curing tobacco seems to be the order of the day in our section. Messrs. Frank Stokes and Henry Worthington were visiting at Mr. Benjamin Stox's Sunday afternoon. Mr. Biggs Cannon tells us he has done his crop this year and he expects to save all the housing. Black Jack Items The farmers are getting busy curing tobacco, now. We are still having some more showers at this time. Some of the boys have begun to eat watermelons on a sly. Misses Dixon and Nanie Adams spent Saturday night and Sunday with Miss Lula Arnold. Geo. Mr. E. R. Arnold was all smiles Saturday because he was in the best girl friend. Hanrahan Items HANRAHAN, July 17.—Mr. and Mrs. Guilford Jackson of Jacksontown spent Sunday at Mr. Lonnie Jackson's. Quite a number of our people attended services at Elm Grove Sunday. Miss Pauline Joyner spent Sunday with Miss Dollie Moore. Mr. L. M. Jackson went to Grifton Saturday. Mr. Nettie, Katy and Mattie Lee Jackson of Jacksontown were in town a short while Sunday. bbox=[574, 158, 712, 498]
masthead-published-by: Published by bbox=[63, 131, 101, 140]
bank-resource-row-label: Loans and Discounts bbox=[720, 502, 781, 511]
grain-row-label: July wheat bbox=[1186, 407, 1217, 416]
bank-liability-row-value: 21875.00 bbox=[825, 580, 852, 589]
column-6: Messrs. L. M. Jackson and J. F. Mumford attended church at Little Creek last Sunday. Dr. P. B. Loftin left this morning for Norfolk. Winterville Items WINTERVILLE, July 17.—After spending sometime with friends and relatives near Darden, Martin county, Mrs. J. H. C. Dixon returned Wednesday. Miss Lizzie Cox of Cox's Mill, who is now attending the training school at Greenville, was visiting Misses Annabelle and Olivia Cox on last evening and returned this morning. The Paget Grove cinders recently is guaranteed to cure any case of cholera. You will find a full supply at A. W. Ange and Co. Misses A. H. and S. J. Cox went to Cove City again Saturday and returned Sunday night. Mr. Claud Weatherington and Miss Fannie Smith were out driving Sunday afternoon. Mr. J. R. Turnage of Ayden was on our streets last week buying cotton. Mr. Thad Cannon and Miss Lula Stox were out driving Sunday afternoon. Mr. J. A. Branch's cordial welcome is on some of the visitors at this time. Mr. M. V. Clark went to Rocky Mount and Tarboro Sunday. Mr. Fred Milford of Wilmington is visiting here this week. Rev. and Mrs. Rodgers of Ayden were here a short while yesterday. Mr. J. T. Butler of Aulander will be the regular appointment at Black Jack Saturday night and Sunday. We are sorry to hear the sad news of the death of Mr. Sam Tucker's. We are having a nice Sunday school at Black Jack now. Report of the Conditions of THE BANK OF AYDEN At the close of business April 18, 1912 Resources Loans and Discounts 109011.23 Overdrafts 628.97 Furniture and Fixtures 1750.80 Due from Banks 6038.13 Cash Items 15.00 Silver Coin 200.01 Total $142543.23 Liabilities Capital Stock 25000.00 Surplus 21875.00 Undivided Profits 611.25 Dividends Unpaid 55.50 Deposits 97853.07 Savings Deposit 26254.42 Cashier's Checks 954.89 Total $142543.23 Hopewell Items HOPE WELL, July 15.—Mr. Luther Jordan and family visited relatives here Sunday. bbox=[720, 52, 852, 687]
furniture-word: Furniture! bbox=[1200, 114, 1314, 141]
want-ads-sub: The Daily Reflector's bbox=[1381, 85, 1459, 95]
bank-liability-row bbox=[720, 606, 852, 615]
want-ad-item: LADY WANTS POSITION AS TEACHer in graded school. bbox=[1348, 435, 1492, 456]
moles-ad: MOLES AND WARTS Removed with Moleoff, without pain or danger, no matter how large, or how far raised above the surface of the skin. And they will never return, and no trace or scar will be left. Each bottle is neatly packed in a plain case, accompanied by full directions, and contains enough remedy to remove eight or ten ordinary Moles or Warts. We sell Moleoff under a positive guarantee if it fails to remove your Mole or Wart we will promptly refund the dollar. MOLEOFF is put up only in One Dollar Bottles. It is the Mole or Wart which entirely disappears in about six days, killing the germ and leaving the skin smooth and natural. FLORIDA DISTRIBUTING COMPANY, PENSACOLA, FLORIDA. Dept. C180 bbox=[1044, 1212, 1492, 1432]
bank-liability-row bbox=[720, 572, 852, 581]
furniture-ad bbox=[1044, 62, 1346, 336]
moles-head: MOLES AND WARTS bbox=[1112, 1217, 1424, 1250]
press-comment-box bbox=[298, 58, 416, 89]
excursion-head: SUMMER EXCURSIONS bbox=[1224, 766, 1308, 775]
excursion-via: NORFOLK, VA. AND OLD POINT COMFORT bbox=[1209, 790, 1323, 808]
bank-liabilities-label: Liabilities bbox=[771, 563, 801, 572]
